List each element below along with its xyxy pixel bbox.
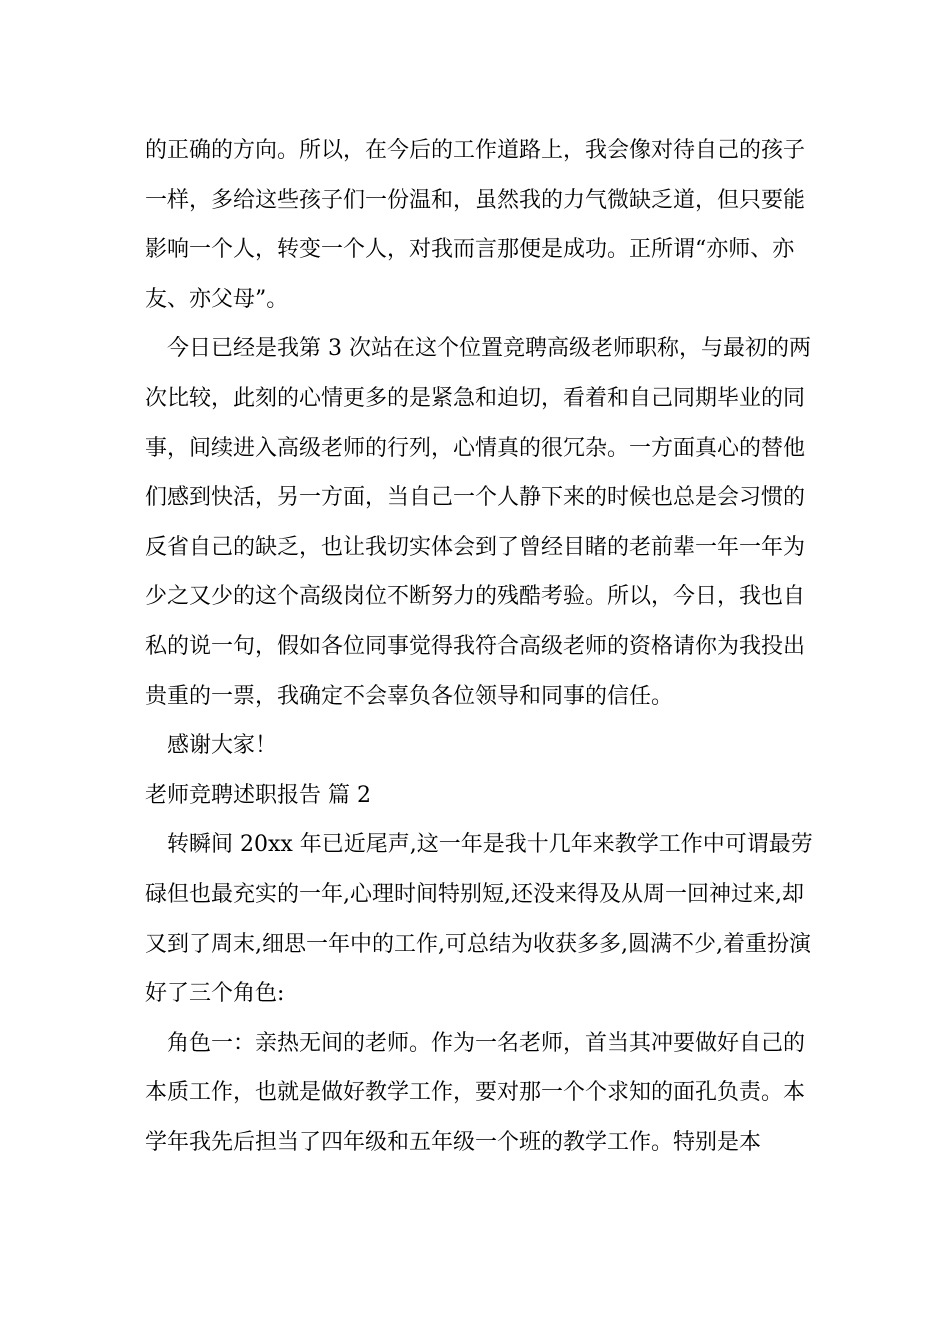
section-heading: 老师竞聘述职报告 篇 2 xyxy=(145,782,371,808)
paragraph-role-one: 角色一：亲热无间的老师。作为一名老师，首当其冲要做好自己的本质工作，也就是做好教学工作，要对那一个个求知的面孔负责。本学年我先后担当了四年级和五年级一个班的教学工作。特别是本 xyxy=(145,1030,806,1155)
document-body xyxy=(145,126,825,1167)
paragraph-thanks: 感谢大家！ xyxy=(167,733,278,759)
paragraph-third-application: 今日已经是我第 3 次站在这个位置竞聘高级老师职称，与最初的两次比较，此刻的心情更多的是紧急和迫切，看着和自己同期毕业的同事，间续进入高级老师的行列，心情真的很冗杂。一方面真心的替他们感到快活，另一方面，当自己一个人静下来的时候也总是会习惯的反省自己的缺乏，也让我切实体会到了曾经目睹的老前辈一年一年为少之又少的这个高级岗位不断努力的残酷考验。所以，今日，我也自私的说一句，假如各位同事觉得我符合高级老师的资格请你为我投出贵重的一票，我确定不会辜负各位领导和同事的信任。 xyxy=(145,336,811,709)
paragraph-continuation: 的正确的方向。所以，在今后的工作道路上，我会像对待自己的孩子一样，多给这些孩子们一份温和，虽然我的力气微缺乏道，但只要能影响一个人，转变一个人，对我而言那便是成功。正所谓“亦师、亦友、亦父母”。 xyxy=(145,138,806,312)
paragraph-year-summary: 转瞬间 20xx 年已近尾声,这一年是我十几年来教学工作中可谓最劳碌但也最充实的一年,心理时间特别短,还没来得及从周一回神过来,却又到了周末,细思一年中的工作,可总结为收获多多,圆满不少,着重扮演好了三个角色: xyxy=(145,832,813,1007)
